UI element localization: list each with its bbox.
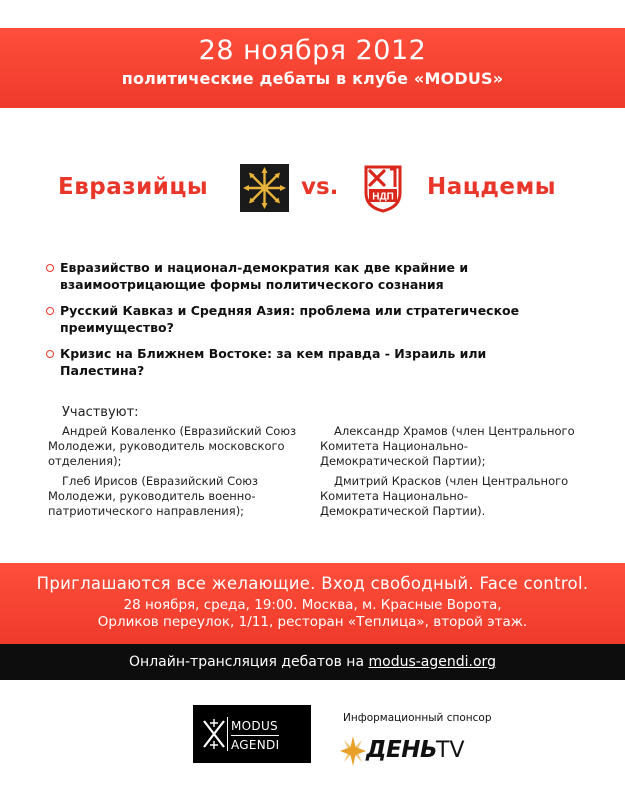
participant-item: Андрей Коваленко (Евразийский Союз Молодежи, руководитель московского отделения); [48,424,297,468]
address-line: Орликов переулок, 1/11, ресторан «Теплица», второй этаж. [97,614,528,630]
info-sponsor-label: Информационный спонсор [343,712,492,724]
topic-item: Евразийство и национал-демократия как две крайние и взаимоотрицающие формы политического сознания [46,259,556,293]
bullet-circle-icon [46,264,54,272]
header-banner [0,28,625,108]
topic-item: Кризис на Ближнем Востоке: за кем правда - Израиль или Палестина? [46,345,556,379]
modus-line: MODUS [231,719,278,733]
agendi-line: AGENDI [231,735,279,752]
den-tv-logo [340,734,480,768]
footer-banner [0,563,625,644]
debate-sides-row [0,160,625,220]
right-side-name: Нацдемы [427,174,557,200]
modus-x-icon [201,717,227,751]
den-text: ДЕНЬ [366,737,437,763]
den-star-icon [340,736,366,766]
tv-text: TV [436,738,465,763]
bullet-circle-icon [46,307,54,315]
stream-bar [0,644,625,680]
logo-divider [227,717,228,751]
eurasian-star-icon [240,164,289,212]
invite-text: Приглашаются все желающие. Вход свободный. Face control. [36,574,589,593]
ndp-logo-icon [360,163,406,213]
left-side-name: Евразийцы [58,174,209,200]
stream-link[interactable]: modus-agendi.org [368,654,496,670]
topics-list [46,259,556,388]
event-date: 28 ноября 2012 [198,35,427,66]
topic-item: Русский Кавказ и Средняя Азия: проблема или стратегическое преимущество? [46,302,556,336]
participant-item: Глеб Ирисов (Евразийский Союз Молодежи, руководитель военно-патриотического направления); [48,474,259,518]
participant-item: Дмитрий Красков (член Центрального Комитета Национально-Демократической Партии). [320,474,569,518]
ndp-logo-text: НДП [372,191,394,203]
vs-label: vs. [301,174,339,200]
stream-text: Онлайн-трансляция дебатов на [129,654,369,670]
participant-item: Александр Храмов (член Центрального Комитета Национально-Демократической Партии); [320,424,575,468]
event-subtitle: политические дебаты в клубе «MODUS» [121,69,504,88]
bullet-circle-icon [46,350,54,358]
address-line: 28 ноября, среда, 19:00. Москва, м. Красные Ворота, [123,597,502,613]
modus-agendi-logo [193,705,311,763]
participants-heading: Участвуют: [62,405,139,420]
